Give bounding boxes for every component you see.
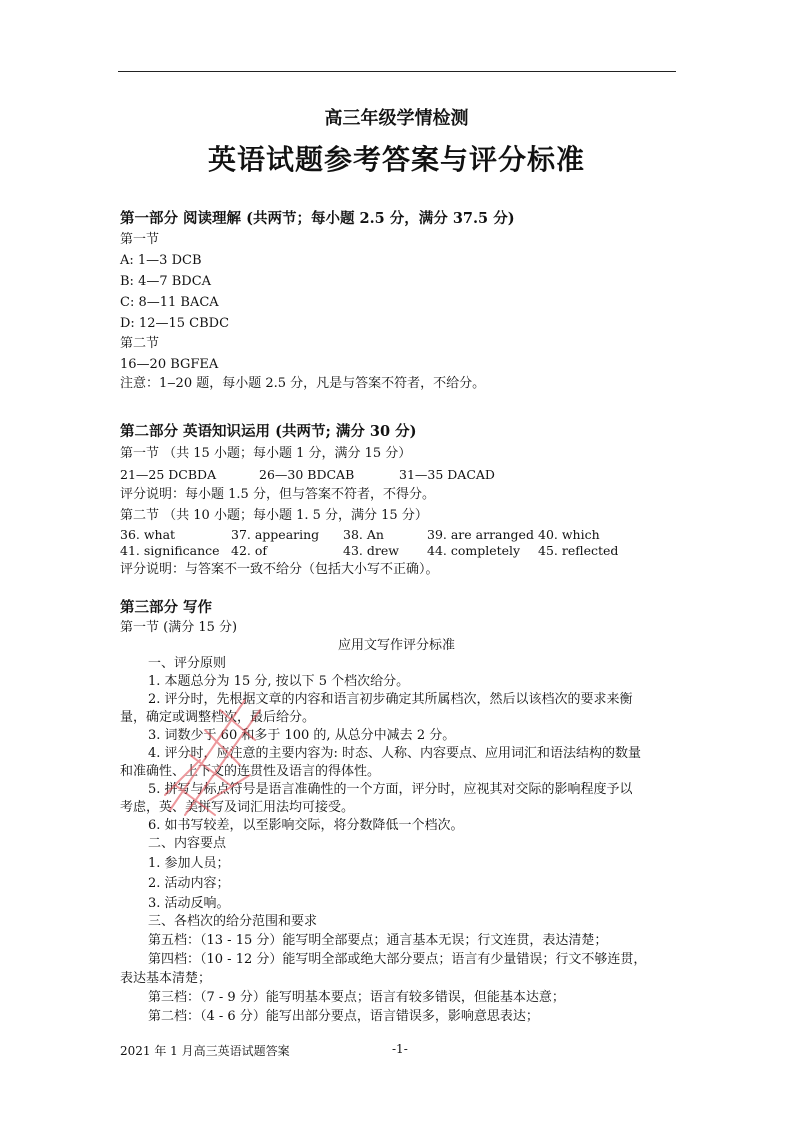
part1-answer-b: B: 4—7 BDCA (120, 274, 212, 289)
answer-42: 42. of (231, 543, 268, 558)
answer-44: 44. completely (427, 543, 521, 558)
part2-sec2: 第二节 （共 10 小题；每小题 1. 5 分，满分 15 分） (120, 508, 428, 523)
part2-heading: 第二部分 英语知识运用 (共两节; 满分 30 分) (120, 423, 417, 440)
answer-39: 39. are arranged (427, 527, 534, 542)
level-4-line1: 第四档：（10 - 12 分）能写明全部或绝大部分要点；语言有少量错误；行文不够连贯， (148, 952, 647, 967)
top-rule (118, 71, 676, 72)
criteria-p1: 1. 本题总分为 15 分, 按以下 5 个档次给分。 (148, 674, 410, 689)
footer-text: 2021 年 1 月高三英语试题答案 (120, 1044, 290, 1058)
level-2: 第二档：（4 - 6 分）能写出部分要点，语言错误多，影响意思表达； (148, 1009, 539, 1024)
part2-sec1: 第一节 （共 15 小题；每小题 1 分，满分 15 分） (120, 446, 412, 461)
page-title: 高三年级学情检测 (324, 108, 469, 129)
part1-answer-a: A: 1—3 DCB (120, 253, 202, 268)
answer-38: 38. An (343, 527, 384, 542)
level-3: 第三档：（7 - 9 分）能写明基本要点；语言有较多错误，但能基本达意； (148, 990, 565, 1005)
criteria-heading-3: 三、各档次的给分范围和要求 (148, 914, 318, 929)
key-point-2: 2. 活动内容； (148, 876, 230, 891)
part3-sec1: 第一节 (满分 15 分) (120, 620, 238, 635)
part1-note: 注意：1‒20 题，每小题 2.5 分，凡是与答案不符者，不给分。 (120, 376, 486, 391)
criteria-heading-2: 二、内容要点 (148, 836, 227, 851)
part2-note1: 评分说明：每小题 1.5 分，但与答案不符者，不得分。 (120, 487, 435, 502)
answer-41: 41. significance (120, 543, 220, 558)
criteria-p4-line2: 和准确性、上下文的连贯性及语言的得体性。 (120, 764, 381, 779)
criteria-p2-line1: 2. 评分时，先根据文章的内容和语言初步确定其所属档次，然后以该档次的要求来衡 (148, 692, 633, 707)
part1-answer-d: D: 12—15 CBDC (120, 316, 230, 331)
part2-group2: 26—30 BDCAB (259, 467, 355, 482)
key-point-1: 1. 参加人员； (148, 856, 230, 871)
part1-sec1: 第一节 (120, 232, 160, 247)
criteria-p2-line2: 量，确定或调整档次，最后给分。 (120, 710, 316, 725)
level-5: 第五档：（13 - 15 分）能写明全部要点；通言基本无误；行文连贯，表达清楚； (148, 933, 608, 948)
criteria-heading-1: 一、评分原则 (148, 656, 227, 671)
page-subtitle: 英语试题参考答案与评分标准 (207, 143, 585, 176)
key-point-3: 3. 活动反响。 (148, 896, 230, 911)
writing-criteria-title: 应用文写作评分标准 (337, 638, 455, 653)
part1-sec2: 第二节 (120, 336, 160, 351)
criteria-p4-line1: 4. 评分时，应注意的主要内容为: 时态、人称、内容要点、应用词汇和语法结构的数量 (148, 746, 642, 761)
part1-answer-e: 16—20 BGFEA (120, 357, 219, 372)
criteria-p5-line1: 5. 拼写与标点符号是语言准确性的一个方面，评分时，应视其对交际的影响程度予以 (148, 782, 633, 797)
page-number: -1- (392, 1042, 408, 1056)
answer-40: 40. which (538, 527, 600, 542)
answer-45: 45. reflected (538, 543, 619, 558)
part2-group1: 21—25 DCBDA (120, 467, 217, 482)
answer-37: 37. appearing (231, 527, 320, 542)
criteria-p3: 3. 词数少于 60 和多于 100 的, 从总分中减去 2 分。 (148, 728, 456, 743)
part3-heading: 第三部分 写作 (120, 599, 213, 616)
part2-note2: 评分说明：与答案不一致不给分（包括大小写不正确）。 (120, 562, 439, 577)
part1-answer-c: C: 8—11 BACA (120, 295, 219, 310)
criteria-p5-line2: 考虑，英、美拼写及词汇用法均可接受。 (120, 800, 355, 815)
answer-36: 36. what (120, 527, 176, 542)
part2-group3: 31—35 DACAD (399, 467, 495, 482)
part1-heading: 第一部分 阅读理解 (共两节；每小题 2.5 分，满分 37.5 分) (120, 210, 515, 227)
level-4-line2: 表达基本清楚； (120, 971, 212, 986)
answer-43: 43. drew (343, 543, 399, 558)
criteria-p6: 6. 如书写较差，以至影响交际，将分数降低一个档次。 (148, 818, 464, 833)
